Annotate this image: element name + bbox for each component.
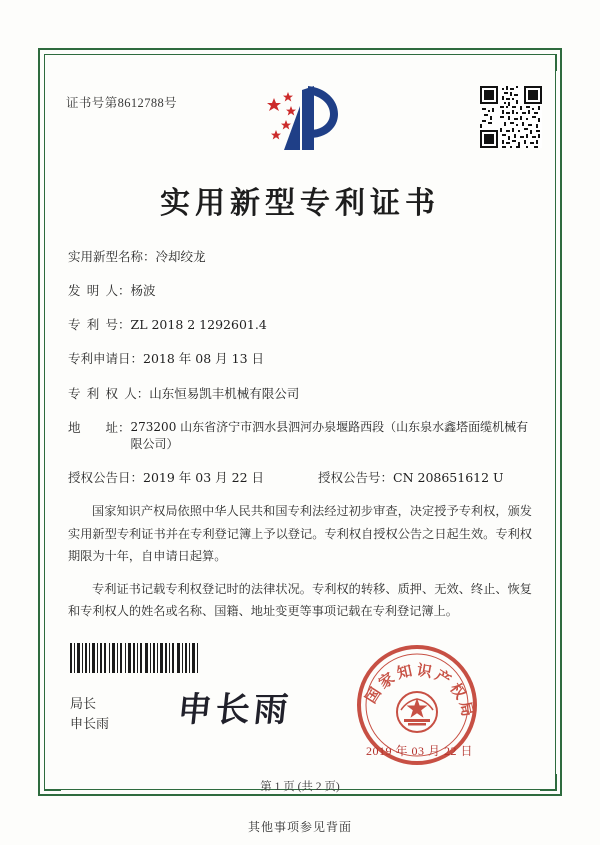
field-row-patent-number [68,316,532,334]
field-value: 273200 山东省济宁市泗水县泗河办泉堰路西段（山东泉水鑫塔面缆机械有限公司） [130,419,529,452]
field-list [68,248,532,504]
corner-ornament-top-right [540,54,557,71]
signature-title-line1: 局长 [70,696,97,711]
certificate-number: 证书号第8612788号 [66,96,178,110]
field-row-address [68,419,532,454]
svg-text:国家知识产权局: 国家知识产权局 [361,660,478,722]
field-value: CN 208651612 U [393,470,504,486]
field-label: 专 利 号： [68,318,131,333]
field-value: 2018 年 08 月 13 日 [143,351,265,367]
field-label: 授权公告号： [318,471,394,486]
signature-title [70,694,109,734]
field-value: 2019 年 03 月 22 日 [143,470,265,486]
grant-date-group [68,469,318,487]
field-label: 实用新型名称： [68,250,156,264]
cnipa-logo-icon [258,80,344,156]
field-label: 专 利 权 人： [68,386,150,401]
field-label: 地 址： [68,420,131,435]
field-row-invention-name [68,248,532,266]
field-label: 发 明 人： [68,284,131,299]
barcode-icon [70,643,198,673]
field-row-grant [68,469,532,487]
signature-title-line2: 申长雨 [70,716,110,732]
footer-note: 其他事项参见背面 [247,820,352,834]
field-value: ZL 2018 2 1292601.4 [130,317,267,333]
handwritten-signature: 申长雨 [175,690,294,730]
paragraph-registry-statement: 专利证书记载专利权登记时的法律状况。专利权的转移、质押、无效、终止、恢复和专利权人的姓名或名称、国籍、地址变更等事项记载在专利登记簿上。 [68,581,532,619]
field-label: 授权公告日： [68,471,144,486]
field-value: 杨波 [130,283,156,299]
field-label: 专利申请日： [68,352,144,367]
corner-ornament-top-left [44,54,61,71]
page-indicator: 第 1 页 (共 2 页) [260,781,340,793]
page-title: 实用新型专利证书 [160,186,440,221]
field-value: 冷却绞龙 [155,249,206,264]
grant-publication-number-group [318,469,532,487]
seal-date: 2019 年 03 月 22 日 [366,744,474,758]
body-paragraphs [68,500,532,633]
field-row-inventor [68,282,532,300]
qr-code-icon [480,86,542,148]
field-row-application-date [68,350,532,368]
paragraph-grant-statement: 国家知识产权局依照中华人民共和国专利法经过初步审查，决定授予专利权，颁发实用新型专利证书并在专利登记簿上予以登记。专利权自授权公告之日起生效。专利权期限为十年，自申请日起算。 [68,504,532,564]
field-value: 山东恒易凯丰机械有限公司 [149,385,300,401]
field-row-patentee [68,385,532,403]
